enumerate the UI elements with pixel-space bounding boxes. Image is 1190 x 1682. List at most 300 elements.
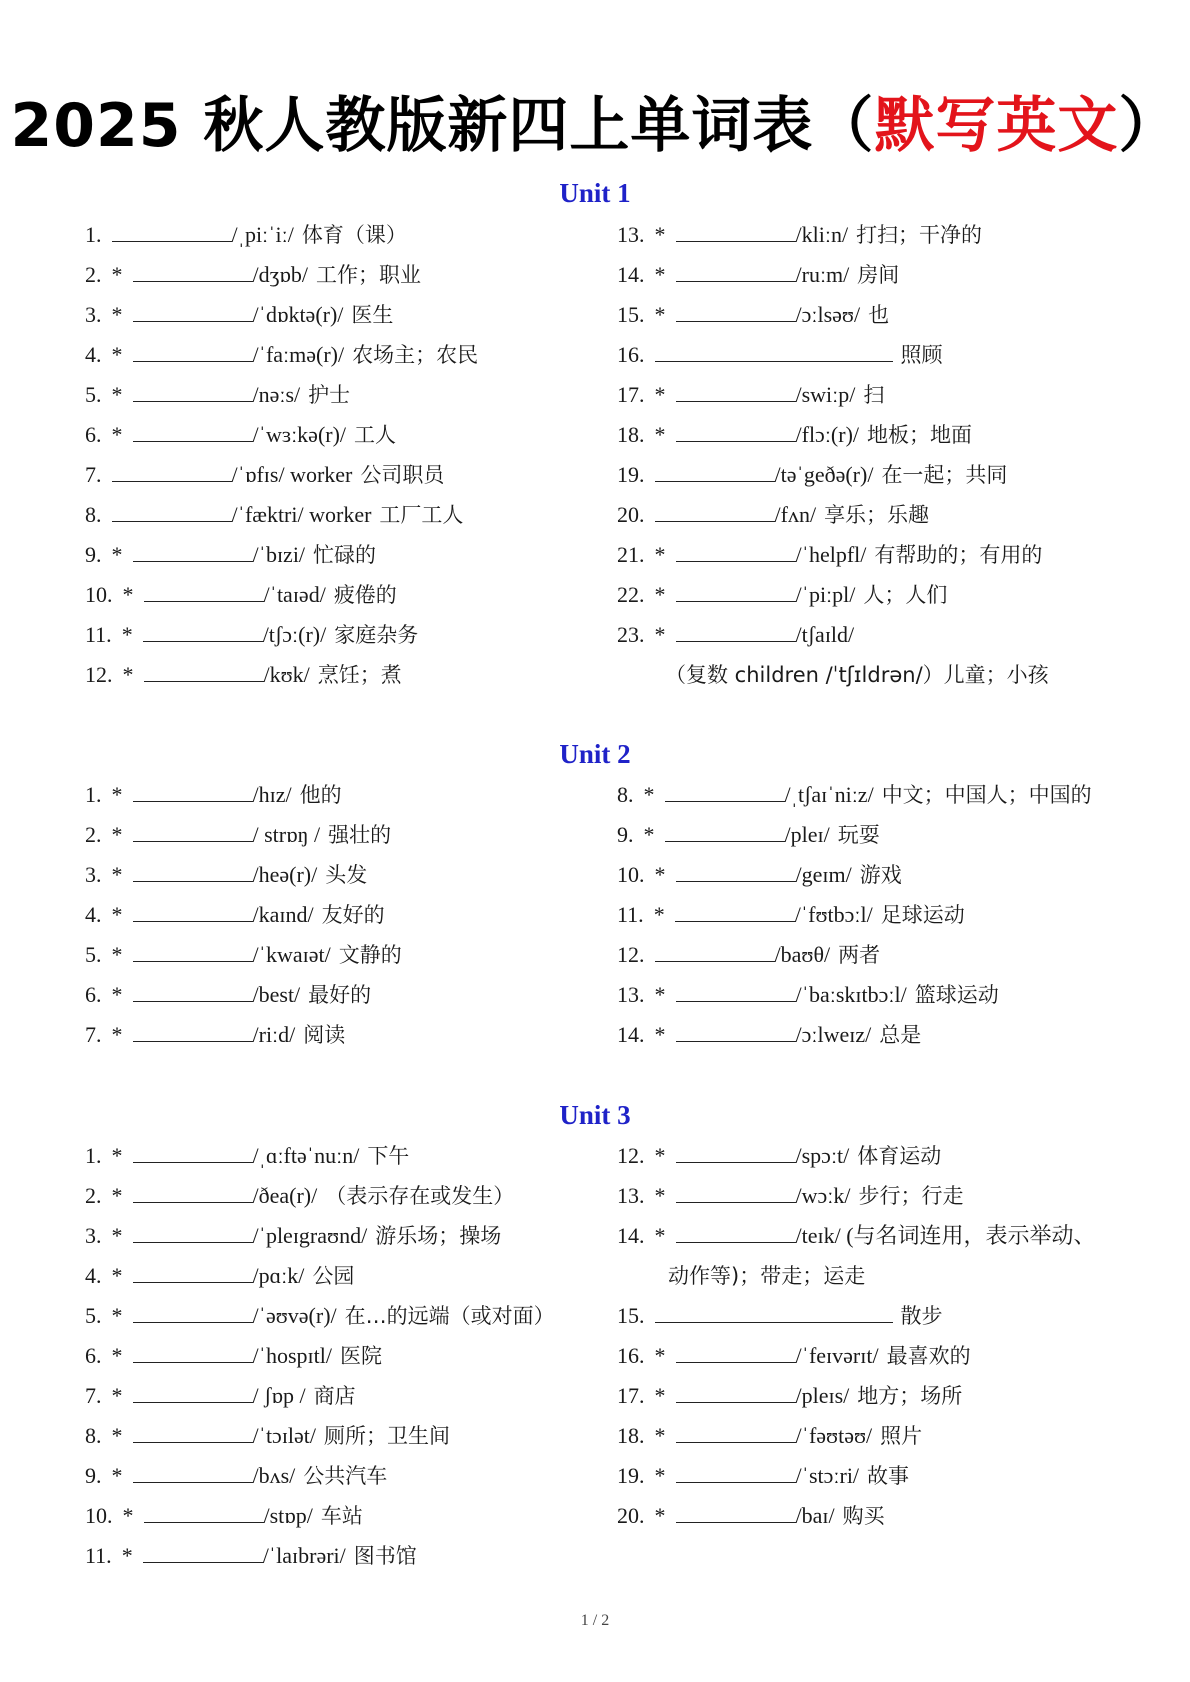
answer-blank[interactable] bbox=[133, 981, 253, 1002]
key-word-star: * bbox=[654, 1423, 666, 1448]
chinese-meaning: 故事 bbox=[867, 1464, 910, 1488]
chinese-meaning: 友好的 bbox=[321, 903, 385, 927]
unit-heading: Unit 1 bbox=[559, 178, 631, 208]
word-row bbox=[85, 1381, 356, 1411]
chinese-meaning: 最好的 bbox=[308, 983, 372, 1007]
word-row bbox=[617, 1381, 962, 1411]
phonetic: /ˈtaɪəd/ bbox=[263, 582, 326, 607]
item-number: 2. bbox=[85, 262, 102, 287]
item-number: 10. bbox=[85, 1503, 113, 1528]
answer-blank[interactable] bbox=[676, 221, 796, 242]
word-row bbox=[85, 220, 407, 250]
word-row bbox=[85, 1141, 409, 1171]
phonetic: /flɔː(r)/ bbox=[795, 422, 860, 447]
key-word-star: * bbox=[111, 1383, 123, 1408]
key-word-star: * bbox=[111, 942, 123, 967]
key-word-star: * bbox=[654, 1143, 666, 1168]
item-number: 13. bbox=[617, 1183, 645, 1208]
key-word-star: * bbox=[654, 222, 666, 247]
answer-blank[interactable] bbox=[676, 1382, 796, 1403]
answer-blank[interactable] bbox=[133, 1382, 253, 1403]
word-row bbox=[85, 1261, 354, 1291]
answer-blank[interactable] bbox=[676, 981, 796, 1002]
chinese-meaning: 中文；中国人；中国的 bbox=[881, 783, 1092, 807]
key-word-star: * bbox=[111, 1022, 123, 1047]
answer-blank[interactable] bbox=[665, 821, 785, 842]
key-word-star: * bbox=[111, 1343, 123, 1368]
answer-blank[interactable] bbox=[112, 461, 232, 482]
answer-blank[interactable] bbox=[676, 1182, 796, 1203]
word-row bbox=[617, 500, 929, 530]
word-row bbox=[85, 1501, 363, 1531]
phonetic: /pleɪs/ bbox=[795, 1383, 850, 1408]
phonetic: /ˈfeɪvərɪt/ bbox=[795, 1343, 879, 1368]
item-number: 10. bbox=[617, 862, 645, 887]
chinese-meaning: 在…的远端（或对面） bbox=[344, 1304, 555, 1328]
answer-blank[interactable] bbox=[143, 621, 263, 642]
phonetic: /ˈdɒktə(r)/ bbox=[252, 302, 344, 327]
word-row bbox=[617, 1181, 964, 1211]
key-word-star: * bbox=[111, 862, 123, 887]
plural-note bbox=[665, 660, 1049, 690]
answer-blank[interactable] bbox=[655, 501, 775, 522]
answer-blank[interactable] bbox=[676, 301, 796, 322]
word-row bbox=[617, 260, 899, 290]
word-row bbox=[617, 1421, 922, 1451]
item-number: 1. bbox=[85, 222, 102, 247]
key-word-star: * bbox=[654, 1503, 666, 1528]
item-number: 9. bbox=[617, 822, 634, 847]
page-title bbox=[0, 78, 1190, 164]
phonetic: /ˌtʃaɪˈniːz/ bbox=[784, 782, 874, 807]
phonetic: /ɔːlweɪz/ bbox=[795, 1022, 872, 1047]
phonetic: /ˈstɔːri/ bbox=[795, 1463, 860, 1488]
item-number: 17. bbox=[617, 382, 645, 407]
phonetic: /ˈkwaɪət/ bbox=[252, 942, 331, 967]
answer-blank[interactable] bbox=[133, 1182, 253, 1203]
key-word-star: * bbox=[111, 1223, 123, 1248]
answer-blank[interactable] bbox=[133, 1222, 253, 1243]
answer-blank[interactable] bbox=[676, 1342, 796, 1363]
item-number: 7. bbox=[85, 462, 102, 487]
item-number: 14. bbox=[617, 1022, 645, 1047]
chinese-meaning: 篮球运动 bbox=[914, 983, 999, 1007]
word-row bbox=[85, 620, 418, 650]
item-number: 11. bbox=[617, 902, 644, 927]
item-number: 11. bbox=[85, 622, 112, 647]
answer-blank[interactable] bbox=[112, 501, 232, 522]
phonetic: /swiːp/ bbox=[795, 382, 856, 407]
word-row bbox=[617, 780, 1092, 810]
answer-blank[interactable] bbox=[133, 1302, 253, 1323]
item-number: 6. bbox=[85, 422, 102, 447]
word-row bbox=[85, 540, 376, 570]
answer-blank[interactable] bbox=[676, 581, 796, 602]
word-row bbox=[85, 580, 397, 610]
phonetic: /ˈpleɪgraʊnd/ bbox=[252, 1223, 368, 1248]
chinese-meaning: 两者 bbox=[838, 943, 881, 967]
key-word-star: * bbox=[111, 542, 123, 567]
phonetic: /ˈpiːpl/ bbox=[795, 582, 856, 607]
word-row bbox=[85, 1421, 450, 1451]
key-word-star: * bbox=[111, 1183, 123, 1208]
answer-blank[interactable] bbox=[112, 221, 232, 242]
answer-blank[interactable] bbox=[665, 781, 785, 802]
phonetic: / strɒŋ / bbox=[252, 822, 321, 847]
item-number: 8. bbox=[85, 502, 102, 527]
item-number: 13. bbox=[617, 982, 645, 1007]
item-number: 3. bbox=[85, 862, 102, 887]
phonetic: /ˈtɔɪlət/ bbox=[252, 1423, 317, 1448]
word-row bbox=[617, 820, 880, 850]
item-number: 19. bbox=[617, 462, 645, 487]
item-number: 18. bbox=[617, 422, 645, 447]
chinese-meaning: 动作等)；带走；运走 bbox=[668, 1264, 866, 1288]
word-row bbox=[85, 1461, 387, 1491]
answer-blank[interactable] bbox=[133, 381, 253, 402]
key-word-star: * bbox=[111, 1303, 123, 1328]
item-number: 9. bbox=[85, 542, 102, 567]
chinese-meaning: 体育（课） bbox=[301, 223, 407, 247]
item-number: 4. bbox=[85, 902, 102, 927]
chinese-meaning: 工作；职业 bbox=[316, 263, 421, 287]
phonetic: /ðea(r)/ bbox=[252, 1183, 318, 1208]
item-number: 5. bbox=[85, 382, 102, 407]
key-word-star: * bbox=[111, 382, 123, 407]
phonetic: /ˈfʊtbɔːl/ bbox=[794, 902, 873, 927]
chinese-meaning: 商店 bbox=[313, 1384, 356, 1408]
chinese-meaning: 游乐场；操场 bbox=[375, 1224, 502, 1248]
answer-blank[interactable] bbox=[676, 861, 796, 882]
answer-blank[interactable] bbox=[676, 541, 796, 562]
chinese-meaning: 他的 bbox=[299, 783, 342, 807]
word-row bbox=[85, 300, 393, 330]
word-row bbox=[617, 300, 889, 330]
item-number: 8. bbox=[617, 782, 634, 807]
word-row bbox=[85, 1221, 501, 1251]
chinese-meaning: 头发 bbox=[325, 863, 368, 887]
chinese-meaning: 房间 bbox=[857, 263, 900, 287]
item-number: 12. bbox=[85, 662, 113, 687]
key-word-star: * bbox=[122, 662, 134, 687]
phonetic: /tʃaɪld/ bbox=[795, 622, 855, 647]
key-word-star: * bbox=[654, 542, 666, 567]
phonetic: /ˈɒfɪs/ worker bbox=[231, 462, 353, 487]
item-number: 13. bbox=[617, 222, 645, 247]
key-word-star: * bbox=[654, 1383, 666, 1408]
phonetic: /kliːn/ bbox=[795, 222, 849, 247]
chinese-meaning: 在一起；共同 bbox=[881, 463, 1008, 487]
chinese-meaning: 步行；行走 bbox=[858, 1184, 964, 1208]
key-word-star: * bbox=[654, 582, 666, 607]
word-row bbox=[85, 780, 342, 810]
phonetic: /stɒp/ bbox=[263, 1503, 313, 1528]
item-number: 12. bbox=[617, 1143, 645, 1168]
key-word-star: * bbox=[111, 302, 123, 327]
phonetic: / ʃɒp / bbox=[252, 1383, 306, 1408]
phonetic: /teɪk/ (与名词连用，表示举动、 bbox=[795, 1223, 1096, 1248]
key-word-star: * bbox=[111, 1143, 123, 1168]
chinese-meaning: 公共汽车 bbox=[303, 1464, 388, 1488]
chinese-meaning: （表示存在或发生） bbox=[325, 1184, 515, 1208]
unit-heading: Unit 2 bbox=[559, 739, 631, 769]
answer-blank[interactable] bbox=[133, 941, 253, 962]
key-word-star: * bbox=[654, 262, 666, 287]
answer-blank[interactable] bbox=[144, 661, 264, 682]
answer-blank[interactable] bbox=[676, 1142, 796, 1163]
answer-blank[interactable] bbox=[676, 621, 796, 642]
word-row bbox=[617, 620, 854, 650]
key-word-star: * bbox=[654, 1183, 666, 1208]
phonetic: /ˈəʊvə(r)/ bbox=[252, 1303, 337, 1328]
page-number: 1 / 2 bbox=[580, 1612, 610, 1629]
key-word-star: * bbox=[654, 982, 666, 1007]
key-word-star: * bbox=[654, 422, 666, 447]
key-word-star: * bbox=[654, 1463, 666, 1488]
item-number: 16. bbox=[617, 342, 645, 367]
answer-blank[interactable] bbox=[133, 1422, 253, 1443]
word-row bbox=[85, 1301, 555, 1331]
item-number: 12. bbox=[617, 942, 645, 967]
item-number: 4. bbox=[85, 1263, 102, 1288]
item-number: 15. bbox=[617, 1303, 645, 1328]
item-number: 5. bbox=[85, 1303, 102, 1328]
answer-blank[interactable] bbox=[676, 1222, 796, 1243]
phonetic: /nəːs/ bbox=[252, 382, 301, 407]
key-word-star: * bbox=[111, 782, 123, 807]
chinese-meaning: 厕所；卫生间 bbox=[324, 1424, 451, 1448]
answer-blank[interactable] bbox=[133, 261, 253, 282]
phonetic: /ˈwɜːkə(r)/ bbox=[252, 422, 347, 447]
word-row bbox=[617, 1501, 885, 1531]
word-row bbox=[617, 940, 880, 970]
chinese-meaning: 玩耍 bbox=[837, 823, 880, 847]
word-row bbox=[617, 220, 982, 250]
chinese-meaning: 最喜欢的 bbox=[886, 1344, 971, 1368]
word-row bbox=[85, 380, 350, 410]
chinese-meaning: 体育运动 bbox=[857, 1144, 942, 1168]
chinese-meaning: 强壮的 bbox=[328, 823, 392, 847]
answer-blank[interactable] bbox=[133, 781, 253, 802]
key-word-star: * bbox=[654, 302, 666, 327]
answer-blank[interactable] bbox=[133, 901, 253, 922]
word-row bbox=[617, 380, 884, 410]
chinese-meaning: 疲倦的 bbox=[333, 583, 397, 607]
item-number: 2. bbox=[85, 822, 102, 847]
key-word-star: * bbox=[643, 782, 655, 807]
chinese-meaning: 车站 bbox=[320, 1504, 363, 1528]
answer-blank[interactable] bbox=[133, 421, 253, 442]
chinese-meaning: 农场主；农民 bbox=[352, 343, 479, 367]
chinese-meaning: 散步 bbox=[900, 1304, 943, 1328]
phonetic: /wɔːk/ bbox=[795, 1183, 851, 1208]
answer-blank[interactable] bbox=[143, 1542, 263, 1563]
key-word-star: * bbox=[121, 1543, 133, 1568]
word-row bbox=[617, 900, 965, 930]
answer-blank[interactable] bbox=[676, 1021, 796, 1042]
word-row bbox=[617, 1461, 909, 1491]
chinese-meaning: 忙碌的 bbox=[313, 543, 377, 567]
chinese-meaning: 享乐；乐趣 bbox=[824, 503, 930, 527]
answer-blank[interactable] bbox=[133, 301, 253, 322]
plural-note-text: （复数 children /ˈtʃɪldrən/）儿童；小孩 bbox=[665, 663, 1049, 687]
answer-blank[interactable] bbox=[133, 341, 253, 362]
item-number: 3. bbox=[85, 302, 102, 327]
word-row bbox=[617, 1221, 1096, 1251]
phonetic: /təˈgeðə(r)/ bbox=[774, 462, 874, 487]
answer-blank[interactable] bbox=[655, 341, 893, 362]
phonetic: /dʒɒb/ bbox=[252, 262, 308, 287]
item-number: 1. bbox=[85, 782, 102, 807]
chinese-meaning: 公园 bbox=[312, 1264, 355, 1288]
word-row bbox=[85, 900, 385, 930]
word-row bbox=[85, 340, 478, 370]
word-row bbox=[617, 540, 1042, 570]
phonetic: /pɑːk/ bbox=[252, 1263, 305, 1288]
phonetic: /ˈhelpfl/ bbox=[795, 542, 867, 567]
chinese-meaning: 护士 bbox=[308, 383, 351, 407]
answer-blank[interactable] bbox=[655, 941, 775, 962]
answer-blank[interactable] bbox=[133, 821, 253, 842]
phonetic: /best/ bbox=[252, 982, 301, 1007]
chinese-meaning: 总是 bbox=[879, 1023, 922, 1047]
item-number: 14. bbox=[617, 1223, 645, 1248]
word-row bbox=[85, 1341, 382, 1371]
word-row bbox=[617, 1301, 943, 1331]
answer-blank[interactable] bbox=[676, 1422, 796, 1443]
chinese-meaning: 工厂工人 bbox=[379, 503, 464, 527]
chinese-meaning: 下午 bbox=[367, 1144, 410, 1168]
key-word-star: * bbox=[111, 422, 123, 447]
key-word-star: * bbox=[111, 262, 123, 287]
phonetic: /ruːm/ bbox=[795, 262, 850, 287]
answer-blank[interactable] bbox=[655, 461, 775, 482]
key-word-star: * bbox=[111, 822, 123, 847]
item-number: 1. bbox=[85, 1143, 102, 1168]
word-row bbox=[617, 580, 947, 610]
answer-blank[interactable] bbox=[144, 581, 264, 602]
answer-blank[interactable] bbox=[675, 901, 795, 922]
item-number: 5. bbox=[85, 942, 102, 967]
answer-blank[interactable] bbox=[133, 861, 253, 882]
phonetic: /ˈfəʊtəʊ/ bbox=[795, 1423, 873, 1448]
title-main: 2025 秋人教版新四上单词表（ bbox=[10, 91, 875, 161]
phonetic: /geɪm/ bbox=[795, 862, 852, 887]
chinese-meaning: 打扫；干净的 bbox=[856, 223, 983, 247]
item-number: 18. bbox=[617, 1423, 645, 1448]
chinese-meaning: 烹饪；煮 bbox=[317, 663, 402, 687]
chinese-meaning: 足球运动 bbox=[880, 903, 965, 927]
key-word-star: * bbox=[654, 1223, 666, 1248]
answer-blank[interactable] bbox=[133, 541, 253, 562]
answer-blank[interactable] bbox=[676, 1502, 796, 1523]
phonetic: /ˈfaːmə(r)/ bbox=[252, 342, 345, 367]
key-word-star: * bbox=[111, 342, 123, 367]
word-row bbox=[85, 500, 463, 530]
phonetic: /ˈlaɪbrəri/ bbox=[262, 1543, 346, 1568]
key-word-star: * bbox=[653, 902, 665, 927]
chinese-meaning: 家庭杂务 bbox=[334, 623, 419, 647]
phonetic: /kʊk/ bbox=[263, 662, 310, 687]
word-row bbox=[617, 460, 1007, 490]
item-number: 8. bbox=[85, 1423, 102, 1448]
phonetic: /ˈbaːskɪtbɔːl/ bbox=[795, 982, 907, 1007]
chinese-meaning: 医院 bbox=[339, 1344, 382, 1368]
key-word-star: * bbox=[643, 822, 655, 847]
answer-blank[interactable] bbox=[133, 1021, 253, 1042]
word-row bbox=[85, 1020, 345, 1050]
item-number: 11. bbox=[85, 1543, 112, 1568]
chinese-meaning: 有帮助的；有用的 bbox=[874, 543, 1043, 567]
word-row bbox=[85, 820, 391, 850]
chinese-meaning: 地板；地面 bbox=[867, 423, 973, 447]
item-number: 7. bbox=[85, 1022, 102, 1047]
chinese-meaning: 扫 bbox=[863, 383, 885, 407]
word-row bbox=[85, 660, 402, 690]
item-number: 21. bbox=[617, 542, 645, 567]
item-number: 7. bbox=[85, 1383, 102, 1408]
chinese-meaning: 阅读 bbox=[303, 1023, 346, 1047]
unit-heading: Unit 3 bbox=[559, 1100, 631, 1130]
answer-blank[interactable] bbox=[676, 381, 796, 402]
key-word-star: * bbox=[111, 1423, 123, 1448]
item-number: 4. bbox=[85, 342, 102, 367]
title-highlight: 默写英文 bbox=[874, 91, 1119, 161]
answer-blank[interactable] bbox=[676, 261, 796, 282]
chinese-meaning: 游戏 bbox=[859, 863, 902, 887]
chinese-meaning: 照片 bbox=[880, 1424, 923, 1448]
phonetic: /baʊθ/ bbox=[774, 942, 831, 967]
phonetic: /bʌs/ bbox=[252, 1463, 296, 1488]
word-row bbox=[85, 980, 371, 1010]
chinese-meaning: 文静的 bbox=[338, 943, 402, 967]
answer-blank[interactable] bbox=[133, 1462, 253, 1483]
item-number: 16. bbox=[617, 1343, 645, 1368]
word-row bbox=[85, 420, 396, 450]
phonetic: /ˈhospɪtl/ bbox=[252, 1343, 332, 1368]
chinese-meaning: 照顾 bbox=[900, 343, 943, 367]
key-word-star: * bbox=[121, 622, 133, 647]
item-number: 19. bbox=[617, 1463, 645, 1488]
word-row bbox=[617, 1141, 941, 1171]
item-number: 17. bbox=[617, 1383, 645, 1408]
answer-blank[interactable] bbox=[676, 1462, 796, 1483]
item-number: 3. bbox=[85, 1223, 102, 1248]
answer-blank[interactable] bbox=[676, 421, 796, 442]
answer-blank[interactable] bbox=[655, 1302, 893, 1323]
item-number: 6. bbox=[85, 1343, 102, 1368]
chinese-meaning: 也 bbox=[868, 303, 890, 327]
answer-blank[interactable] bbox=[133, 1262, 253, 1283]
word-row bbox=[617, 980, 999, 1010]
item-number: 23. bbox=[617, 622, 645, 647]
key-word-star: * bbox=[111, 982, 123, 1007]
word-row bbox=[617, 420, 972, 450]
item-number: 15. bbox=[617, 302, 645, 327]
answer-blank[interactable] bbox=[133, 1342, 253, 1363]
key-word-star: * bbox=[654, 862, 666, 887]
word-row bbox=[660, 1261, 865, 1291]
answer-blank[interactable] bbox=[144, 1502, 264, 1523]
key-word-star: * bbox=[654, 382, 666, 407]
phonetic: /ˌpiːˈiː/ bbox=[231, 222, 294, 247]
phonetic: /heə(r)/ bbox=[252, 862, 318, 887]
phonetic: /ˈfæktri/ worker bbox=[231, 502, 372, 527]
phonetic: /pleɪ/ bbox=[784, 822, 830, 847]
item-number: 9. bbox=[85, 1463, 102, 1488]
answer-blank[interactable] bbox=[133, 1142, 253, 1163]
chinese-meaning: 医生 bbox=[351, 303, 394, 327]
